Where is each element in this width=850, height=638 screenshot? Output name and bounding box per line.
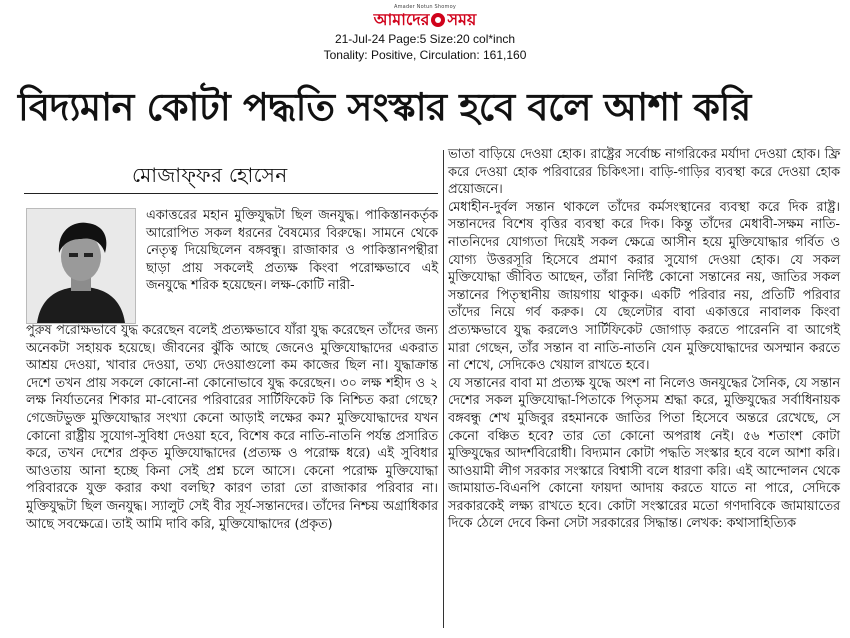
masthead-tagline: Amader Notun Shomoy — [393, 4, 457, 10]
newspaper-logo — [374, 11, 477, 29]
column-divider — [443, 150, 444, 628]
newspaper-masthead — [330, 4, 520, 30]
article-left-column — [26, 322, 438, 533]
byline-divider — [24, 193, 438, 194]
article-right-column — [448, 146, 840, 533]
author-photo — [26, 208, 136, 324]
left-column-paragraph: পুরুষ পরোক্ষভাবে যুদ্ধ করেছেন বলেই প্রত্যক্ষভাবে যাঁরা যুদ্ধ করেছেন তাঁদের জন্য অনেকটা সহায়ক হয়েছে। জীবনের ঝুঁকি আছে জেনেও মুক্তিযোদ্ধাদের একরাত আশ্রয় দেওয়া, খাবার দেওয়া, তথ্য দেওয়াগুলো কম কাজের ছিল না। যুদ্ধাক্রান্ত দেশে তখন প্রায় সকলে কোনো-না কোনোভাবে যুদ্ধ করেছেন। ৩০ লক্ষ শহীদ ও ২ লক্ষ নির্যাতনের শিকার মা-বোনের পরিবারের সার্টিফিকেট কি নিশ্চিত করা গেছে? গেজেটভুক্ত মুক্তিযোদ্ধার সংখ্যা কেনো আড়াই লক্ষের কম? মুক্তিযোদ্ধাদের যখন কোনো রাষ্ট্রীয় সুযোগ-সুবিধা দেওয়া হবে, বিশেষ করে নাতি-নাতনি পর্যন্ত প্রসারিত করে, তখন দেশের প্রকৃত মুক্তিযোদ্ধাদের (প্রত্যক্ষ ও পরোক্ষ ধরে) এই সুবিধার আওতায় আনা হচ্ছে কিনা সেই প্রশ্ন চলে আসে। কেনো পরোক্ষ মুক্তিযোদ্ধা পরিবারকে যুক্ত করার কথা বলছি? কারণ তারা তো রাজাকার পরিবার না। মুক্তিযুদ্ধটা ছিল জনযুদ্ধ। স্যালুট সেই বীর সূর্য-সন্তানদের। তাঁদের নিশ্চয় অগ্রাধিকার আছে সবক্ষেত্রে। তাই আমি দাবি করি, মুক্তিযোদ্ধাদের (প্রকৃত) — [26, 323, 438, 532]
logo-text-part2: সময় — [447, 10, 477, 29]
logo-seal-icon — [431, 13, 445, 27]
article-intro-text — [146, 207, 438, 295]
clip-meta-date-page: 21-Jul-24 Page:5 Size:20 col*inch — [334, 32, 516, 46]
article-headline: বিদ্যমান কোটা পদ্ধতি সংস্কার হবে বলে আশা করি — [18, 85, 751, 129]
intro-paragraph: একাত্তরের মহান মুক্তিযুদ্ধটা ছিল জনযুদ্ধ। পাকিস্তানকর্তৃক আরোপিত সকল ধরনের বৈষম্যের বিরুদ্ধে। সামনে থেকে নেতৃত্ব দিয়েছিলেন বঙ্গবন্ধু। রাজাকার ও পাকিস্তানপন্থীরা ছাড়া প্রায় সকলেই প্রত্যক্ষ কিংবা পরোক্ষভাবে এই জনযুদ্ধে শরিক হয়েছেন। লক্ষ-কোটি নারী- — [146, 208, 438, 294]
logo-text-part1: আমাদের — [373, 10, 430, 29]
clip-meta-tonality: Tonality: Positive, Circulation: 161,160 — [323, 48, 527, 62]
right-paragraph-3: যে সন্তানের বাবা মা প্রত্যক্ষ যুদ্ধে অংশ না নিলেও জনযুদ্ধের সৈনিক, যে সন্তান দেশের সকল মুক্তিযোদ্ধা-পিতাকে পিতৃসম শ্রদ্ধা করে, মুক্তিযুদ্ধের সর্বাধিনায়ক বঙ্গবন্ধু শেখ মুজিবুর রহমানকে জাতির পিতা হিসেবে অন্তরে রেখেছে, সে কেনো বঞ্চিত হবে? তার তো কোনো অপরাধ নেই। ৫৬ শতাংশ কোটা মুক্তিযুদ্ধের আদর্শবিরোধী। বিদ্যমান কোটা পদ্ধতি সংস্কার হবে বলে আশা করি। আওয়ামী লীগ সরকার সংস্কারে বিশ্বাসী বলে ধারণা করি। এই আন্দোলন থেকে জামায়াত-বিএনপি কোনো ফায়দা আদায় করতে যাতে না পারে, সেদিকে সরকারকেই লক্ষ্য রাখতে হবে। কোটা সংস্কারের মতো গণদাবিকে জামায়াতের দিকে ঠেলে দেবে কিনা সেটা সরকারের সিদ্ধান্ত। লেখক: কথাসাহিত্যিক — [448, 375, 840, 532]
right-paragraph-2: মেধাহীন-দুর্বল সন্তান থাকলে তাঁদের কর্মসংস্থানের ব্যবস্থা করে দিক রাষ্ট্র। সন্তানদের বিশেষ বৃত্তির ব্যবস্থা করে দিক। কিন্তু তাঁদের মেধাবী-সক্ষম নাতি-নাতনিদের যোগ্যতা দিয়েই সকল ক্ষেত্রে আসীন হয়ে মুক্তিযোদ্ধার গর্বিত ও যোগ্য উত্তরসূরি হিসেবে প্রমাণ করার সুযোগ দেওয়া হোক। যে সকল মুক্তিযোদ্ধা জীবিত আছেন, তাঁরা নির্দিষ্ট কোনো সন্তানের নয়, জাতির সকল সন্তানের পিতৃস্থানীয় জায়গায় থাকুক। একটি পরিবার নয়, প্রতিটি পরিবার তাঁদের নিয়ে গর্ব করুক। যে ছেলেটার বাবা একাত্তরে নাবালক কিংবা প্রত্যক্ষভাবে যুদ্ধ করলেও সার্টিফিকেট জোগাড় করতে পারেননি বা আগেই মারা গেছেন, তাঁর সন্তান বা নাতি-নাতনি যেন মুক্তিযোদ্ধাদের অসম্মান করতে না শেখে, সেদিকেও খেয়াল রাখতে হবে। — [448, 199, 840, 374]
author-portrait-icon — [27, 209, 135, 323]
article-byline: মোজাফ্ফর হোসেন — [132, 163, 288, 187]
right-paragraph-1: ভাতা বাড়িয়ে দেওয়া হোক। রাষ্ট্রের সর্বোচ্চ নাগরিকের মর্যাদা দেওয়া হোক। ফ্রি করে দেওয়া হোক পরিবারের চিকিৎসা। বাড়ি-গাড়ির ব্যবস্থা করে দেওয়া হোক প্রয়োজনে। — [448, 147, 840, 198]
